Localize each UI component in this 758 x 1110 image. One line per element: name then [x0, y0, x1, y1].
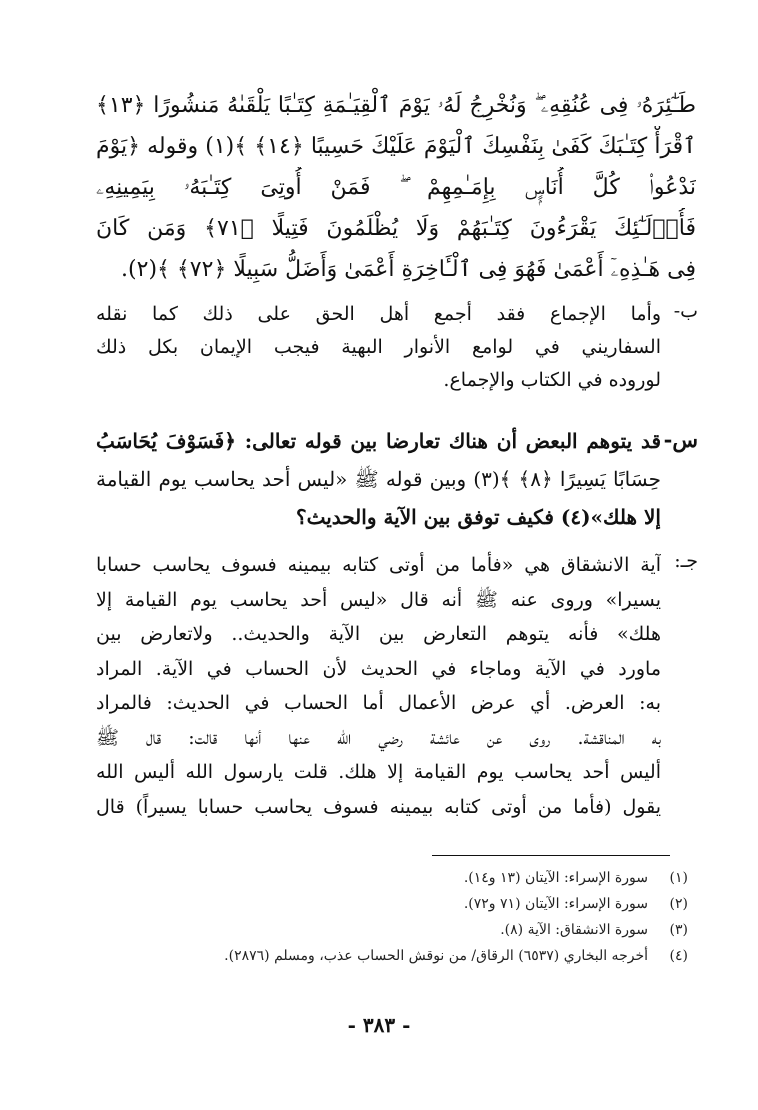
answer-line: به: العرض. أي عرض الأعمال أما الحساب في الحديث: فالمراد	[96, 692, 661, 714]
question-line: قد يتوهم البعض أن هناك تعارضا بين قوله تعالى: ﴿فَسَوْفَ يُحَاسَبُ	[96, 429, 661, 453]
footnote	[464, 870, 688, 886]
paragraph-line: السفاريني في لوامع الأنوار البهية فيجب الإيمان بكل ذلك	[96, 336, 661, 358]
answer-line: آية الانشقاق هي «فأما من أوتى كتابه بيمينه فسوف يحاسب حسابا	[96, 554, 661, 576]
footnote-text: سورة الانشقاق: الآية (٨).	[500, 922, 648, 938]
paragraph-line: وأما الإجماع فقد أجمع أهل الحق على ذلك كما نقله	[96, 303, 661, 325]
footnote-text: سورة الإسراء: الآيتان (١٣ و١٤).	[463, 870, 648, 886]
footnote-separator	[432, 855, 670, 856]
answer-paragraph	[96, 548, 661, 824]
footnote-number: (١)	[669, 870, 688, 886]
question-line: حِسَابًا يَسِيرًا ﴿٨﴾ ﴾(٣) وبين قوله ﷺ «ليس أحد يحاسب يوم القيامة	[96, 467, 661, 491]
answer-line: به المناقشة. روى عن عائشة رضي الله عنها أنها قالت: قال ﷺ	[96, 726, 661, 749]
quran-line: فِى هَـٰذِهِۦٓ أَعْمَىٰ فَهُوَ فِى ٱلْـَٔاخِرَةِ أَعْمَىٰ وَأَضَلُّ سَبِيلًا ﴿٧٢﴾ ﴾(٢).	[121, 257, 696, 282]
footnote-number: (٤)	[669, 948, 688, 964]
answer-line: يسيرا» وروى عنه ﷺ أنه قال «ليس أحد يحاسب يوم القيامة إلا	[96, 588, 661, 611]
quran-line: نَدْعُوا۟ كُلَّ أُنَاسٍۭ بِإِمَـٰمِهِمْ ۖ فَمَنْ أُوتِىَ كِتَـٰبَهُۥ بِيَمِينِهِۦ	[96, 175, 696, 200]
answer-line: يقول (فأما من أوتى كتابه بيمينه فسوف يحاسب حسابا يسيراً) قال	[96, 795, 661, 818]
section-b-paragraph	[96, 298, 661, 397]
answer-line: ماورد في الآية وماجاء في الحديث لأن الحساب في الآية. المراد	[96, 657, 661, 680]
question-label: س-	[663, 427, 698, 452]
quran-line: ٱقْرَأْ كِتَـٰبَكَ كَفَىٰ بِنَفْسِكَ ٱلْيَوْمَ عَلَيْكَ حَسِيبًا ﴿١٤﴾ ﴾(١) وقوله ﴿يَوْمَ	[96, 134, 696, 159]
answer-line: هلك» فأنه يتوهم التعارض بين الآية والحديث.. ولاتعارض بين	[96, 623, 661, 645]
quran-verses-block	[96, 85, 696, 290]
section-b-label: ب-	[673, 300, 698, 322]
footnote	[464, 896, 688, 912]
footnote	[224, 948, 688, 964]
answer-line: أليس أحد يحاسب يوم القيامة إلا هلك. قلت يارسول الله أليس الله	[96, 761, 661, 783]
footnote-text: أخرجه البخاري (٦٥٣٧) الرقاق/ من نوقش الحساب عذب، ومسلم (٢٨٧٦).	[224, 948, 648, 964]
page-number: - ٣٨٣ -	[347, 1013, 411, 1037]
footnote-number: (٢)	[669, 896, 688, 912]
question-paragraph	[96, 422, 661, 536]
footnote-text: سورة الإسراء: الآيتان (٧١ و٧٢).	[463, 896, 648, 912]
paragraph-line: لوروده في الكتاب والإجماع.	[443, 369, 661, 391]
answer-label: جـ:	[674, 550, 698, 572]
question-line: إلا هلك»(٤) فكيف توفق بين الآية والحديث؟	[295, 505, 661, 529]
footnote	[500, 922, 688, 938]
quran-line: فَأُو۟لَـٰٓئِكَ يَقْرَءُونَ كِتَـٰبَهُمْ وَلَا يُظْلَمُونَ فَتِيلًا ﴿٧١﴾ وَمَن كَانَ	[96, 216, 696, 241]
footnote-number: (٣)	[669, 922, 688, 938]
quran-line: طَـٰٓئِرَهُۥ فِى عُنُقِهِۦ ۖ وَنُخْرِجُ لَهُۥ يَوْمَ ٱلْقِيَـٰمَةِ كِتَـٰبًا يَلْقَىٰهُ مَنشُورًا ﴿١٣﴾	[96, 93, 696, 118]
